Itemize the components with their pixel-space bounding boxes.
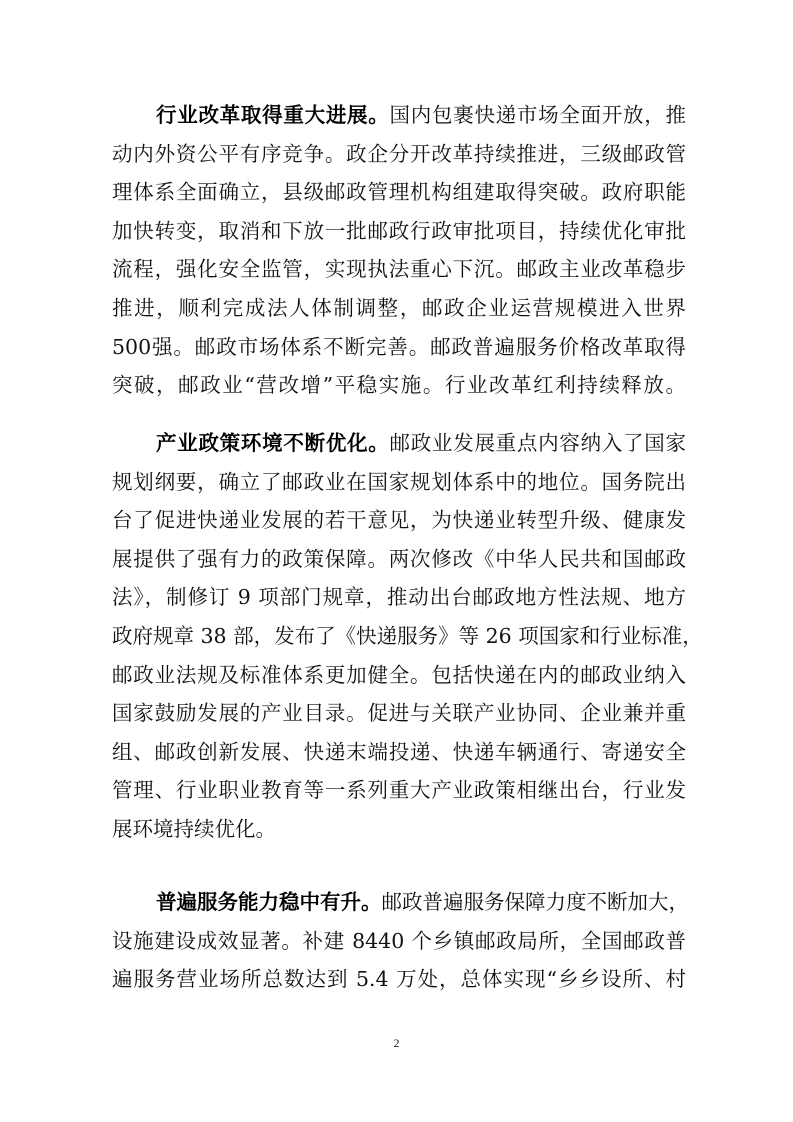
paragraph-first-line [112, 883, 689, 922]
paragraph-first-line [112, 96, 686, 135]
paragraph-heading: 普遍服务能力稳中有升。 [156, 890, 382, 914]
paragraph-line: 法》，制修订 9 项部门规章，推动出台邮政地方性法规、地方 [112, 585, 686, 610]
paragraph-line: 展提供了强有力的政策保障。两次修改《中华人民共和国邮政 [112, 546, 686, 571]
paragraph-line: 组、邮政创新发展、快递末端投递、快递车辆通行、寄递安全 [112, 739, 686, 764]
paragraph-line: 突破，邮政业“营改增”平稳实施。行业改革红利持续释放。 [112, 373, 686, 398]
paragraph-line: 加快转变，取消和下放一批邮政行政审批项目，持续优化审批 [112, 218, 686, 243]
paragraph-line: 国家鼓励发展的产业目录。促进与关联产业协同、企业兼并重 [112, 701, 686, 726]
paragraph-line: 遍服务营业场所总数达到 5.4 万处，总体实现“乡乡设所、村 [112, 967, 686, 992]
paragraph-line: 推进，顺利完成法人体制调整，邮政企业运营规模进入世界 [112, 295, 686, 320]
paragraph-line: 流程，强化安全监管，实现执法重心下沉。邮政主业改革稳步 [112, 257, 686, 282]
paragraph-text: 邮政业发展重点内容纳入了国家 [389, 431, 687, 455]
paragraph-heading: 行业改革取得重大进展。 [156, 103, 390, 127]
paragraph-universal-service [112, 883, 689, 999]
paragraph-line: 动内外资公平有序竞争。政企分开改革持续推进，三级邮政管 [112, 141, 686, 166]
paragraph-text: 邮政普遍服务保障力度不断加大， [381, 890, 689, 914]
paragraph-heading: 产业政策环境不断优化。 [156, 431, 390, 455]
paragraph-line: 设施建设成效显著。补建 8440 个乡镇邮政局所，全国邮政普 [112, 928, 686, 953]
paragraph-line: 500强。邮政市场体系不断完善。邮政普遍服务价格改革取得 [112, 334, 686, 359]
paragraph-line: 规划纲要，确立了邮政业在国家规划体系中的地位。国务院出 [112, 469, 686, 494]
paragraph-text: 国内包裹快递市场全面开放，推 [389, 103, 687, 127]
paragraph-line: 邮政业法规及标准体系更加健全。包括快递在内的邮政业纳入 [112, 662, 686, 687]
paragraph-line: 政府规章 38 部，发布了《快递服务》等 26 项国家和行业标准， [112, 623, 703, 648]
paragraph-line: 管理、行业职业教育等一系列重大产业政策相继出台，行业发 [112, 778, 686, 803]
paragraph-industrial-policy [112, 424, 703, 849]
paragraph-line: 理体系全面确立，县级邮政管理机构组建取得突破。政府职能 [112, 180, 686, 205]
page-number: 2 [393, 1036, 400, 1050]
paragraph-first-line [112, 424, 686, 463]
paragraph-industry-reform [112, 96, 686, 405]
paragraph-line: 台了促进快递业发展的若干意见，为快递业转型升级、健康发 [112, 508, 686, 533]
paragraph-last-line: 展环境持续优化。 [112, 816, 276, 841]
